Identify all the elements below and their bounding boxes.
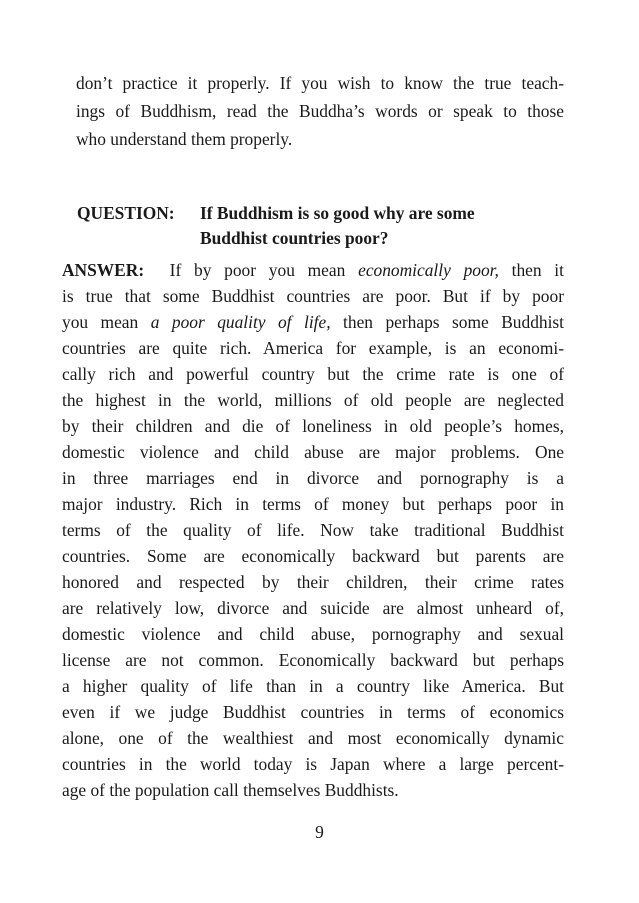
answer-line: license are not common. Economically backward but perhaps	[62, 650, 564, 670]
answer-line-3	[62, 310, 564, 334]
answer-line: terms of the quality of life. Now take traditional Buddhist	[62, 520, 564, 540]
answer-line-2: is true that some Buddhist countries are poor. But if by poor	[62, 286, 564, 306]
answer-line: countries. Some are economically backward but parents are	[62, 546, 564, 566]
intro-line-2: ings of Buddhism, read the Buddha’s words or speak to those	[76, 101, 564, 121]
answer-line: countries are quite rich. America for example, is an economi-	[62, 338, 564, 358]
answer-line: major industry. Rich in terms of money but perhaps poor in	[62, 494, 564, 514]
answer-line: age of the population call themselves Buddhists.	[62, 780, 399, 800]
question-label: QUESTION:	[77, 203, 175, 223]
answer-line-1-italic: economically poor,	[358, 260, 499, 280]
answer-line-1-pre: If by poor you mean	[169, 260, 346, 280]
question-text-line-2: Buddhist countries poor?	[200, 228, 389, 248]
intro-line-1: don’t practice it properly. If you wish to know the true teach-	[76, 73, 564, 93]
answer-line: in three marriages end in divorce and pornography is a	[62, 468, 564, 488]
answer-line-3-pre: you mean	[62, 312, 139, 332]
answer-line-1	[62, 258, 564, 282]
answer-line: countries in the world today is Japan where a large percent-	[62, 754, 564, 774]
answer-line: cally rich and powerful country but the crime rate is one of	[62, 364, 564, 384]
answer-line: domestic violence and child abuse, pornography and sexual	[62, 624, 564, 644]
answer-line: alone, one of the wealthiest and most economically dynamic	[62, 728, 564, 748]
answer-line-1-post: then it	[511, 260, 564, 280]
answer-line: the highest in the world, millions of old people are neglected	[62, 390, 564, 410]
question-text-line-1: If Buddhism is so good why are some	[200, 203, 475, 223]
answer-line: a higher quality of life than in a country like America. But	[62, 676, 564, 696]
answer-line: honored and respected by their children, their crime rates	[62, 572, 564, 592]
answer-line: are relatively low, divorce and suicide are almost unheard of,	[62, 598, 564, 618]
answer-line-3-italic: a poor quality of life,	[150, 312, 331, 332]
answer-line: even if we judge Buddhist countries in terms of economics	[62, 702, 564, 722]
page-number: 9	[315, 822, 324, 842]
intro-line-3: who understand them properly.	[76, 129, 293, 149]
answer-line: by their children and die of loneliness in old people’s homes,	[62, 416, 564, 436]
answer-line-3-post: then perhaps some Buddhist	[343, 312, 565, 332]
answer-line: domestic violence and child abuse are major problems. One	[62, 442, 564, 462]
answer-label: ANSWER:	[62, 260, 145, 280]
